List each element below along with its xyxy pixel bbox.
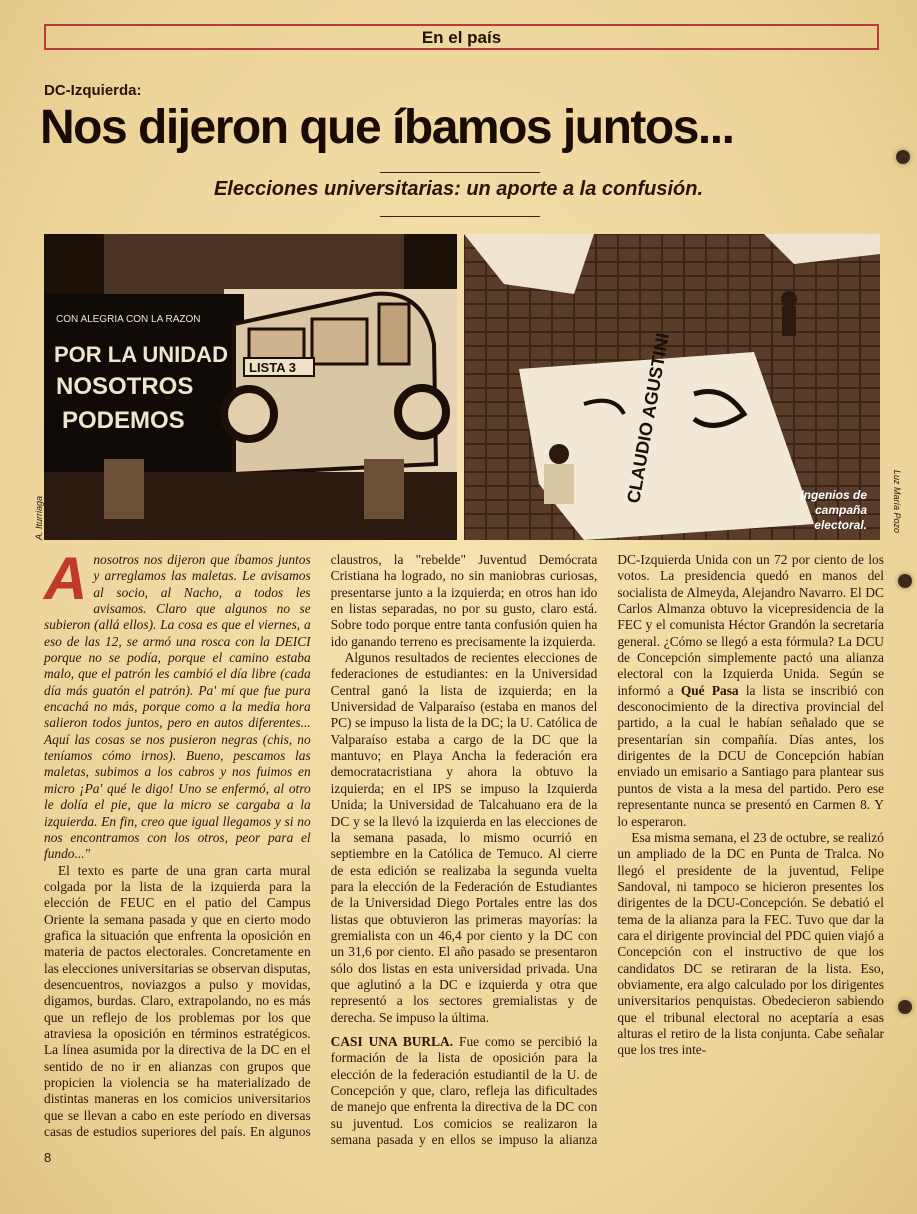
photo-credit-right: Luz María Pozo: [892, 470, 902, 534]
drop-cap: A: [44, 545, 88, 612]
deck: Elecciones universitarias: un aporte a la confusión.: [213, 178, 704, 200]
photo-mural: [44, 234, 457, 540]
photo-caption: Ingenios de campaña electoral.: [800, 488, 867, 532]
p3-bold: Qué Pasa: [680, 682, 739, 698]
page-number: 8: [44, 1150, 52, 1165]
body-paragraph-1: El texto es parte de una gran carta mural colgada por la lista de la izquierda para la elección de FEUC en el patio del Campus Oriente la semana pasada y que en cierto modo grafica la situación que enfrenta la oposición en materia de pactos electorales. Concretamente en las elecciones universitarias se observan disputas, desencuentros, noviazgos a pulso y movidas, digamos, burdas. Claro, extrapolando, no es más que un reflejo de los problemas por los que atraviesa la oposición en términos estratégicos. La línea asumida por la directiva de la DC en el sentido de no ir en alianzas con grupos que propicien la violencia se ha materializado de distintas maneras en los comicios universitarios que se llevan a cabo en este período en diversas casas de estudios superiores del país. En algunos claustros, la "rebelde" Juventud Demócrata Cristiana ha logrado, no sin maniobras curiosas, presentarse junto a la izquierda; en otros han ido en listas separadas, no por su gusto, claro está. Sobre todo porque entre tanta confusión quien ha ido ganando terreno es precisamente la izquierda.: [44, 552, 598, 1140]
punch-hole-bottom: [898, 1000, 912, 1014]
bus-sign: LISTA 3: [249, 360, 296, 375]
subhead: CASI UNA BURLA.: [330, 1033, 454, 1049]
lede-paragraph: [44, 545, 311, 863]
body-paragraph-2: Algunos resultados de recientes elecciones de federaciones de estudiantes: en la Universidad Central ganó la lista de izquierda; en la Universidad de Valparaíso (estaba en manos del PC) se impuso la lista de la DC; la U. Católica de Valparaíso estaba a cargo de la DC que la mantuvo; en Playa Ancha la federación era democratacristiana y ahora la obtuvo la izquierda; en el IPS se impuso la Izquierda Unida; la Universidad de Talcahuano era de la DC y se la llevó la izquierda en las elecciones de la semana pasada, lo mismo ocurrió en septiembre en la Católica de Temuco. Al cierre de esta edición se realizaba la segunda vuelta para la elección de la Federación de Estudiantes de la Universidad Diego Portales entre las dos listas que obtuvieron las primeras mayorías: la gremialista con un 46,4 por ciento y la DC con un 31,6 por ciento. El año pasado se presentaron sólo dos listas en esta universidad privada. Una que aglutinó a la DC e izquierda y otra que representó a los sectores gremialistas y de derecha. Se impuso la última.: [330, 650, 598, 1025]
deck-rule-top: [380, 172, 540, 173]
section-label: En el país: [421, 28, 502, 47]
photo-credit-left: A. Iturriaga: [34, 495, 44, 540]
deck-rule-bottom: [380, 216, 540, 217]
body-paragraph-4: Esa misma semana, el 23 de octubre, se realizó un ampliado de la DC en Punta de Tralca. No llegó el presidente de la juventud, Felipe Sandoval, ni tampoco se hicieron presentes los dirigentes de la DCU-Concepción. Se debatió el tema de la alianza para la FEC. Tuvo que dar la cara el dirigente provincial del PDC quien viajó a Concepción con el instructivo de que los candidatos DC se retiraran de la lista. Eso, obviamente, era algo calculado por los dirigentes universitarios penquistas. Obedecieron sabiendo que el tribunal electoral no aceptaría a esas alturas el retiro de la lista conjunta. Cabe señalar que los tres inte-: [617, 829, 884, 1058]
headline: Nos dijeron que íbamos juntos...: [40, 101, 734, 154]
article-body: [44, 545, 884, 1152]
lede-text: nosotros nos dijeron que íbamos juntos y arreglamos las maletas. Le avisamos al socio, al Nacho, a todos les avisamos. Claro que algunos no se subieron (allá ellos). La cosa es que el viernes, a eso de las 12, se armó una rosca con la DEICI porque no se podía, porque el camino estaba malo, que el patrón les cambió el día libre (cada día más guatón el patrón). Pa' mí que fue pura encachá no más, porque como a la media hora salieron todos juntos, pero en autos diferentes... Aquí las cosas se nos pusieron negras (chis, no teníamos cómo irnos). Bueno, pescamos las maletas, subimos a los cabros y nos fuimos en micro ¡Pa' qué le digo! Uno se enfermó, al otro le dolía el pie, que la micro se cargaba a la izquierda. En fin, creo que igual llegamos y si no nos encontramos con los otros, peor para el fundo...": [44, 552, 311, 862]
punch-hole-middle: [898, 574, 912, 588]
mural-image: [44, 234, 457, 540]
mural-line-1: POR LA UNIDAD: [54, 342, 228, 367]
p3-rest: la lista se inscribió con desconocimiento de la directiva provincial del partido, a la cual le habían señalado que se presentarían sin compañía. Días antes, los dirigentes de la DCU de Concepción habían enviado un emisario a Santiago para plantear sus puntos de vista a la mesa del partido. Pero ese representante nunca se presentó en Carmen 8. Y lo esperaron.: [617, 682, 884, 829]
kicker: DC-Izquierda:: [44, 82, 142, 99]
punch-hole-top: [896, 150, 910, 164]
section-header: [44, 24, 879, 50]
p3-text: Fue como se percibió la formación de la lista de oposición para la elección de la federación estudiantil de la U. de Concepción y que, claro, refleja las dificultades de manejo que enfrenta la directiva de la DC con su juventud. Los comicios se realizaron la semana pasada y en ellos se impuso la alianza DC-Izquierda Unida con un 72 por ciento de los votos. La presidencia quedó en manos del socialista de Almeyda, Alejandro Navarro. El DC Carlos Almanza obtuvo la vicepresidencia de la FEC y el comunista Héctor Grandón la secretaría general. ¿Cómo se llegó a esta fórmula? La DCU de Concepción simplemente pactó una alianza electoral con la Izquierda Unida. Según se informó a: [330, 552, 884, 1148]
mural-small-text: CON ALEGRIA CON LA RAZON: [56, 314, 201, 325]
mural-line-2: NOSOTROS: [56, 373, 194, 400]
poster-name: CLAUDIO AGUSTINI: [623, 331, 673, 505]
mural-line-3: PODEMOS: [62, 407, 185, 434]
